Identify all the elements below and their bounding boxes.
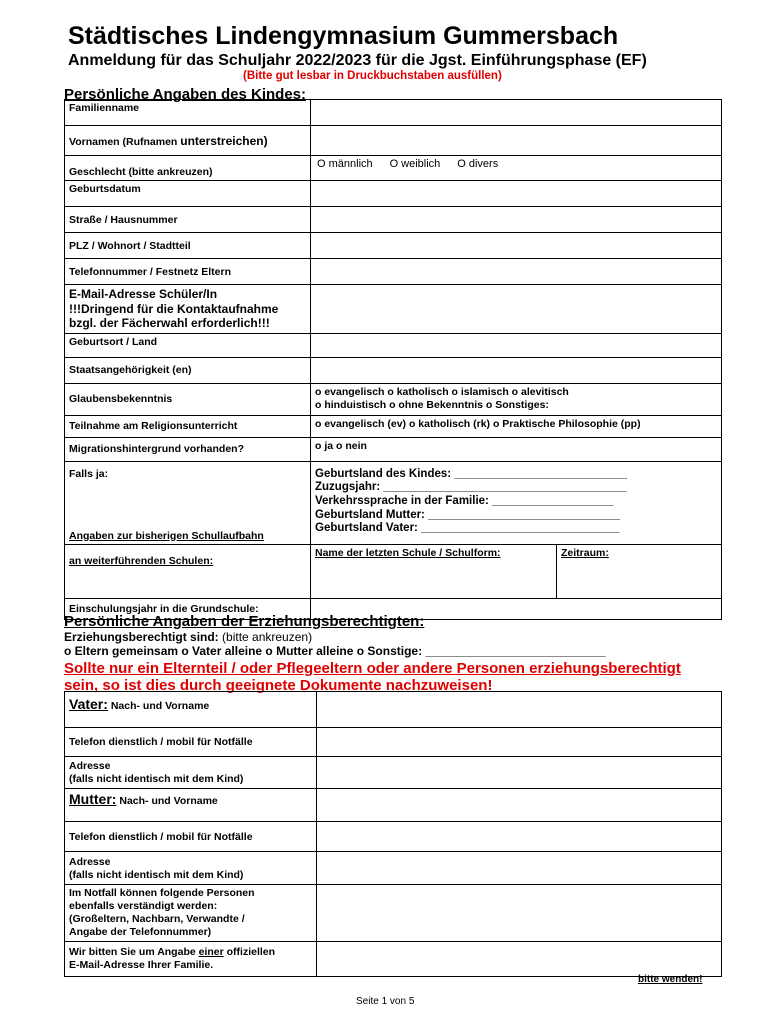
turn-over-note: bitte wenden! [638, 974, 703, 985]
geburtsort-field[interactable] [311, 333, 722, 357]
geburtsdatum-field[interactable] [311, 181, 722, 207]
familienname-label: Familienname [65, 100, 311, 126]
staatsangehoerigkeit-label: Staatsangehörigkeit (en) [65, 357, 311, 383]
familie-email-label: Wir bitten Sie um Angabe einer offiziellen E-Mail-Adresse Ihrer Familie. [65, 942, 317, 977]
migration-options[interactable]: o ja o nein [311, 437, 722, 461]
page-number: Seite 1 von 5 [356, 996, 415, 1007]
vater-name-field[interactable] [317, 692, 722, 728]
plz-field[interactable] [311, 233, 722, 259]
vater-name-label: Vater: Nach- und Vorname [65, 692, 317, 728]
notfall-field[interactable] [317, 885, 722, 942]
mutter-telefon-label: Telefon dienstlich / mobil für Notfälle [65, 822, 317, 852]
schullaufbahn-label-2: an weiterführenden Schulen: [69, 554, 214, 567]
strasse-label: Straße / Hausnummer [65, 207, 311, 233]
child-data-table [64, 99, 722, 620]
vater-adresse-field[interactable] [317, 757, 722, 789]
page-subtitle: Anmeldung für das Schuljahr 2022/2023 für die Jgst. Einführungsphase (EF) [68, 52, 647, 69]
religionsunterricht-options[interactable]: o evangelisch (ev) o katholisch (rk) o Praktische Philosophie (pp) [311, 415, 722, 437]
mutter-name-label: Mutter: Nach- und Vorname [65, 789, 317, 822]
geschlecht-options [311, 156, 722, 181]
zeitraum-field[interactable]: Zeitraum: [557, 544, 722, 598]
notfall-label: Im Notfall können folgende Personen ebenfalls verständigt werden: (Großeltern, Nachbarn, Verwandte / Angabe der Telefonnummer) [65, 885, 317, 942]
page-title: Städtisches Lindengymnasium Gummersbach [68, 22, 619, 50]
schullaufbahn-cell [65, 544, 311, 598]
plz-label: PLZ / Wohnort / Stadtteil [65, 233, 311, 259]
strasse-field[interactable] [311, 207, 722, 233]
staatsangehoerigkeit-field[interactable] [311, 357, 722, 383]
geburtsort-label: Geburtsort / Land [65, 333, 311, 357]
gender-male-option[interactable]: O männlich [317, 158, 373, 170]
vater-adresse-label: Adresse (falls nicht identisch mit dem Kind) [65, 757, 317, 789]
geburtsdatum-label: Geburtsdatum [65, 181, 311, 207]
migration-details[interactable]: Geburtsland des Kindes: ___________________________ Zuzugsjahr: ______________________________________ Verkehrssprache in der Familie: ___________________ Geburtsland Mutter: ______________________________ Geburtsland Vater: _______________________________ [311, 461, 722, 544]
mutter-adresse-field[interactable] [317, 852, 722, 885]
familie-email-field[interactable] [317, 942, 722, 977]
vater-telefon-label: Telefon dienstlich / mobil für Notfälle [65, 728, 317, 757]
familienname-field[interactable] [311, 100, 722, 126]
gender-female-option[interactable]: O weiblich [389, 158, 441, 170]
guardians-instruction: Erziehungsberechtigt sind: (bitte ankreuzen) [64, 630, 313, 644]
child-section-heading: Persönliche Angaben des Kindes: [64, 86, 306, 103]
schullaufbahn-label-1: Angaben zur bisherigen Schullaufbahn [69, 529, 264, 542]
email-field[interactable] [311, 285, 722, 334]
guardians-table [64, 691, 722, 977]
migration-label: Migrationshintergrund vorhanden? [65, 437, 311, 461]
telefon-label: Telefonnummer / Festnetz Eltern [65, 259, 311, 285]
guardians-section-heading: Persönliche Angaben der Erziehungsberechtigten: [64, 613, 425, 630]
letzte-schule-field[interactable]: Name der letzten Schule / Schulform: [311, 544, 557, 598]
mutter-adresse-label: Adresse (falls nicht identisch mit dem Kind) [65, 852, 317, 885]
glaubensbekenntnis-options[interactable]: o evangelisch o katholisch o islamisch o alevitisch o hinduistisch o ohne Bekenntnis o Sonstiges: [311, 383, 722, 415]
falls-ja-label: Falls ja: Angaben zur bisherigen Schullaufbahn [65, 461, 311, 544]
vater-telefon-field[interactable] [317, 728, 722, 757]
gender-diverse-option[interactable]: O divers [457, 158, 499, 170]
mutter-telefon-field[interactable] [317, 822, 722, 852]
vornamen-field[interactable] [311, 126, 722, 156]
email-label: E-Mail-Adresse Schüler/In !!!Dringend für die Kontaktaufnahme bzgl. der Fächerwahl erforderlich!!! [65, 285, 311, 334]
guardians-warning: Sollte nur ein Elternteil / oder Pflegeeltern oder andere Personen erziehungsberechtigt sein, so ist dies durch geeignete Dokumente nachzuweisen! [64, 660, 681, 694]
telefon-field[interactable] [311, 259, 722, 285]
geschlecht-label: Geschlecht (bitte ankreuzen) [65, 156, 311, 181]
religionsunterricht-label: Teilnahme am Religionsunterricht [65, 415, 311, 437]
vornamen-label: Vornamen (Rufnamen unterstreichen) [65, 126, 311, 156]
glaubensbekenntnis-label: Glaubensbekenntnis [65, 383, 311, 415]
fill-instruction: (Bitte gut lesbar in Druckbuchstaben ausfüllen) [243, 70, 502, 82]
mutter-name-field[interactable] [317, 789, 722, 822]
guardians-options[interactable]: o Eltern gemeinsam o Vater alleine o Mutter alleine o Sonstige: ___________________________ [64, 644, 606, 658]
einschulung-label: Einschulungsjahr in die Grundschule: [65, 598, 311, 619]
